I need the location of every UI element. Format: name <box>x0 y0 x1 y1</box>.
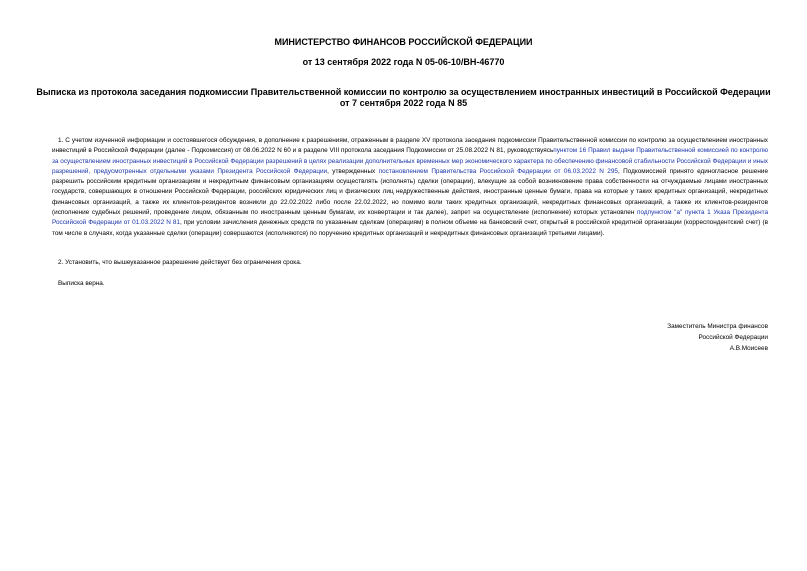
paragraph-1-text-c: , Подкомиссией принято единогласное решение разрешить российским кредитным организациям и некредитным финансовым организациям осуществлять (исполнять) сделки (операции), влекущие за собой возникновение права собственности на отчуждаемые лицами иностранных государств, совершающих в отношении Российской Федерации, российских юридических лиц и физических лиц недружественные действия, иностранные ценные бумаги, права на которые у таких кредитных организаций, некредитных финансовых организаций, а также их клиентов-резидентов возникли до 22.02.2022 либо после 22.02.2022, но помимо воли таких кредитных организаций, некредитных финансовых организаций, а также их клиентов-резидентов (исполнение судебных решений, проведение лицом, обязанным по иностранным ценным бумагам, их конвертации и так далее), запрет на осуществление (исполнение) которых установлен <box>52 167 769 217</box>
link-rules-point-16[interactable]: пунктом 16 Правил выдачи Правительственной комиссией по контролю за осуществлением иностранных инвестиций в Российской Федерации разрешений в целях реализации дополнительных временных мер экономического характера по обеспечению финансовой стабильности Российской Федерации и иных разрешений, предусмотренных отдельными указами Президента Российской Федерации <box>52 147 768 175</box>
document-title: Выписка из протокола заседания подкомиссии Правительственной комиссии по контролю за осуществлением иностранных инвестиций в Российской Федерации <box>36 87 771 97</box>
signature-name: А.В.Моисеев <box>729 345 768 352</box>
signature-country: Российской Федерации <box>698 334 768 341</box>
link-government-resolution-295[interactable]: постановлением Правительства Российской Федерации от 06.03.2022 N 295 <box>378 167 618 175</box>
signature-position: Заместитель Министра финансов <box>667 323 768 330</box>
paragraph-1-text-b: , утвержденных <box>327 167 376 175</box>
paragraph-1-text-d: , при условии зачисления денежных средств по указанным сделкам (операциям) в полном объеме на банковский счет, открытый в российской кредитной организации (корреспондентский счет) (в том числе в случаях, когда указанные сделки (операции) совершаются (исполняются) по поручению кредитных организаций и некредитных финансовых организаций третьими лицами). <box>52 219 768 237</box>
ministry-heading: МИНИСТЕРСТВО ФИНАНСОВ РОССИЙСКОЙ ФЕДЕРАЦИИ <box>274 37 533 47</box>
document-title-date: от 7 сентября 2022 года N 85 <box>339 98 468 108</box>
paragraph-1-text-a: 1. С учетом изученной информации и состоявшегося обсуждения, в дополнение к разрешениям, отраженным в разделе XV протокола заседания подкомиссии Правительственной комиссии по контролю за осуществлением иностранных инвестиций в Российской Федерации (далее - Подкомиссия) от 08.06.2022 N 60 и в разделе VIII протокола заседания Подкомиссии от 25.08.2022 N 81, руководствуясь <box>52 137 768 155</box>
link-president-decree-81[interactable]: подпунктом "а" пункта 1 Указа Президента Российской Федерации от 01.03.2022 N 81 <box>52 209 769 227</box>
paragraph-2: 2. Установить, что вышеуказанное разрешение действует без ограничения срока. <box>58 259 302 266</box>
paragraph-1 <box>52 136 768 239</box>
paragraph-3: Выписка верна. <box>58 280 105 287</box>
document-number: от 13 сентября 2022 года N 05-06-10/ВН-46770 <box>302 57 505 67</box>
